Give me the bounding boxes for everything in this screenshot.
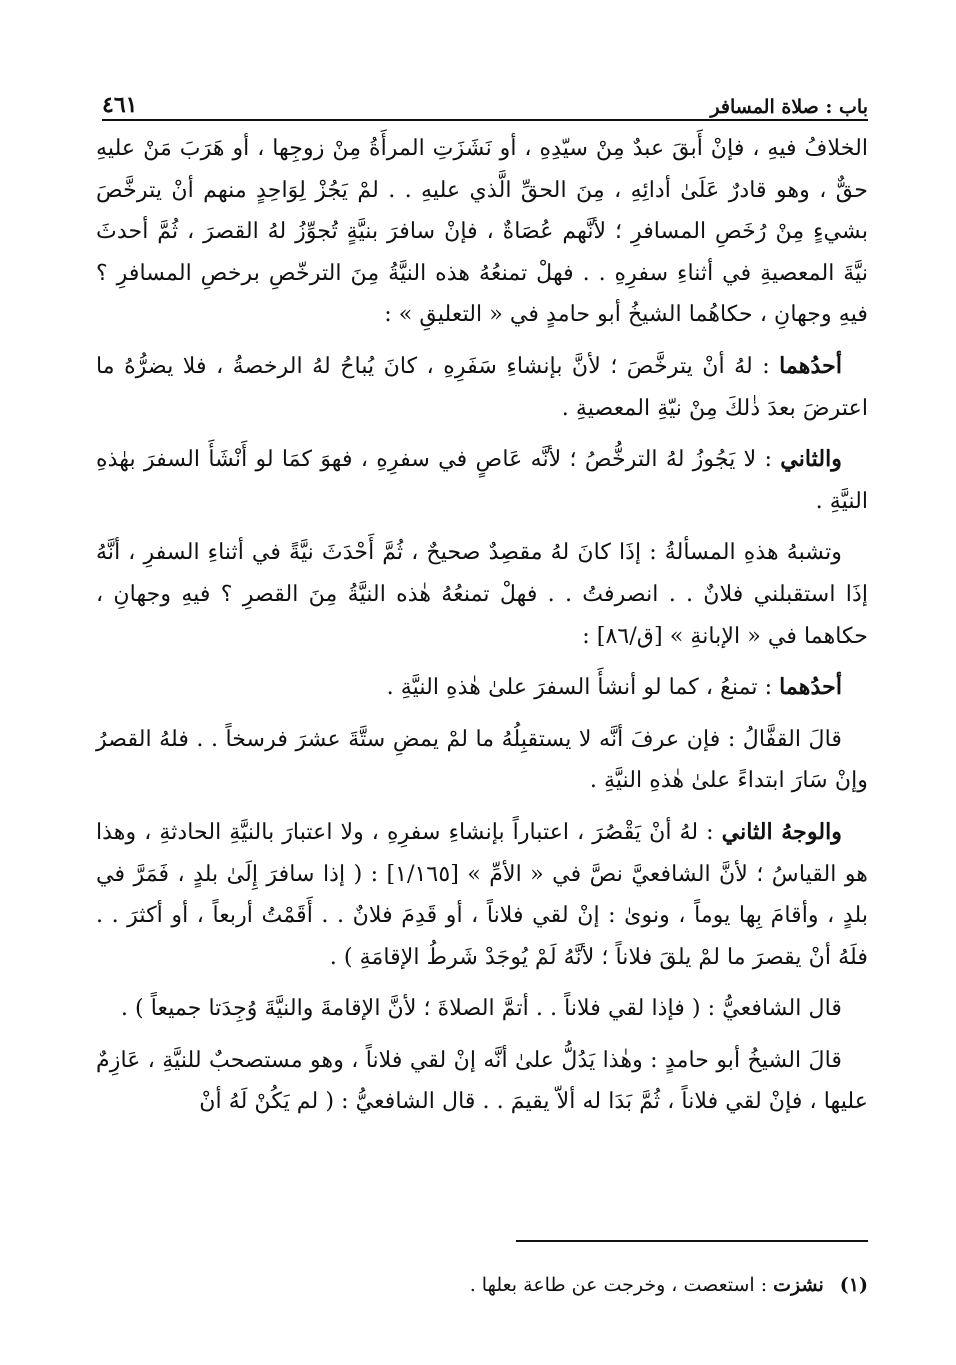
paragraph: قال الشافعيُّ : ( فإذا لقي فلاناً . . أتمَّ الصلاةَ ؛ لأنَّ الإقامةَ والنيَّةَ وُجِدَتا جميعاً ) .: [120, 995, 842, 1022]
footnote-term: نشزت: [773, 1274, 824, 1296]
paragraph: أحدُهما : لهُ أنْ يترخَّصَ ؛ لأنَّ بإنشاءِ سَفَرِهِ ، كانَ يُباحُ لهُ الرخصةُ ، فلا يضرُّهُ ما اعترضَ بعدَ ذٰلكَ مِنْ نيّةِ المعصيةِ .: [96, 352, 868, 421]
paragraph: قالَ القفَّالُ : فإن عرفَ أنَّه لا يستقبِلُهُ ما لمْ يمضِ ستَّةَ عشرَ فرسخاً . . فلهُ القصرُ وإنْ سَارَ ابتداءً علىٰ هٰذهِ النيَّةِ .: [96, 725, 868, 794]
paragraph: والوجهُ الثاني : لهُ أنْ يَقْصُرَ ، اعتباراً بإنشاءِ سفرِهِ ، ولا اعتبارَ بالنيَّةِ الحادثةِ ، وهذا هو القياسُ ؛ لأنَّ الشافعيَّ نصَّ في « الأمِّ » [١/١٦٥] : ( إذا سافرَ إِلَىٰ بلدٍ ، فَمَرَّ في بلدٍ ، وأقامَ بِها يوماً ، ونوىٰ : إنْ لقي فلاناً ، أو قَدِمَ فلانٌ . . أَقَمْتُ أربعاً ، أو أكثرَ . . فلَهُ أنْ يقصرَ ما لمْ يلقَ فلاناً ؛ لأنَّهُ لَمْ يُوجَدْ شَرطُ الإقامَةِ ) .: [96, 818, 868, 970]
main-text: [96, 128, 868, 1133]
chapter-title: باب : صلاة المسافر: [710, 96, 868, 118]
paragraph: الخلافُ فيهِ ، فإنْ أَبقَ عبدٌ مِنْ سيّدِهِ ، أو نَشَزَتِ المرأَةُ مِنْ زوجِها ، أو هَرَبَ مَنْ عليهِ حقٌّ ، وهو قادرٌ عَلَىٰ أدائِهِ ، مِنَ الحقِّ الَّذي عليهِ . . لمْ يَجُزْ لِوَاحِدٍ منهم أنْ يترخَّصَ بشيءٍ مِنْ رُخَصِ المسافرِ ؛ لأنَّهم عُصَاةٌ ، فإنْ سافرَ بنيَّةٍ تُجوِّزُ لهُ القصرَ ، ثُمَّ أحدثَ نيَّةَ المعصيةِ في أثناءِ سفرِهِ . . فهلْ تمنعُهُ هذه النيَّةُ مِنَ الترخّصِ برخصِ المسافرِ ؟ فيهِ وجهانِ ، حكاهُما الشيخُ أبو حامدٍ في « التعليقِ » :: [96, 135, 868, 328]
page-number: ٤٦١: [102, 92, 138, 118]
footnote: [96, 1270, 868, 1300]
paragraph: قالَ الشيخُ أبو حامدٍ : وهٰذا يَدُلُّ علىٰ أنَّه إنْ لقي فلاناً ، وهو مستصحبٌ للنيَّةِ ، عَازِمٌ عليها ، فإنْ لقي فلاناً ، ثُمَّ بَدَا له ألاّ يقيمَ . . قال الشافعيُّ : ( لم يَكُنْ لَهُ أنْ: [96, 1046, 868, 1115]
paragraph-lead: أحدُهما: [779, 674, 842, 701]
paragraph-lead: أحدُهما: [779, 352, 842, 379]
paragraph-lead: والوجهُ الثاني: [721, 818, 842, 845]
footnote-rule: [516, 1240, 868, 1242]
paragraph: والثاني : لا يَجُوزُ لهُ الترخُّصُ ؛ لأنَّه عَاصٍ في سفرِهِ ، فهوَ كمَا لو أَنْشَأَ السفرَ بهٰذهِ النيَّةِ .: [96, 446, 868, 514]
paragraph: أحدُهما : تمنعُ ، كما لو أنشأَ السفرَ علىٰ هٰذهِ النيَّةِ .: [386, 674, 842, 701]
header-rule: [102, 119, 868, 121]
footnote-text: : استعصت ، وخرجت عن طاعة بعلها .: [469, 1274, 774, 1296]
running-header: [102, 84, 868, 118]
footnote-marker: (١): [839, 1274, 868, 1296]
paragraph: وتشبهُ هذهِ المسألةُ : إذَا كانَ لهُ مقصِدٌ صحيحٌ ، ثُمَّ أَحْدَثَ نيَّةً في أثناءِ السفرِ ، أنَّهُ إذَا استقبلني فلانٌ . . انصرفتُ . . فهلْ تمنعُهُ هٰذه النيَّةُ مِنَ القصرِ ؟ فيهِ وجهانِ ، حكاهما في « الإبانةِ » [ق/٨٦] :: [96, 539, 868, 649]
paragraph-lead: والثاني: [780, 446, 842, 473]
